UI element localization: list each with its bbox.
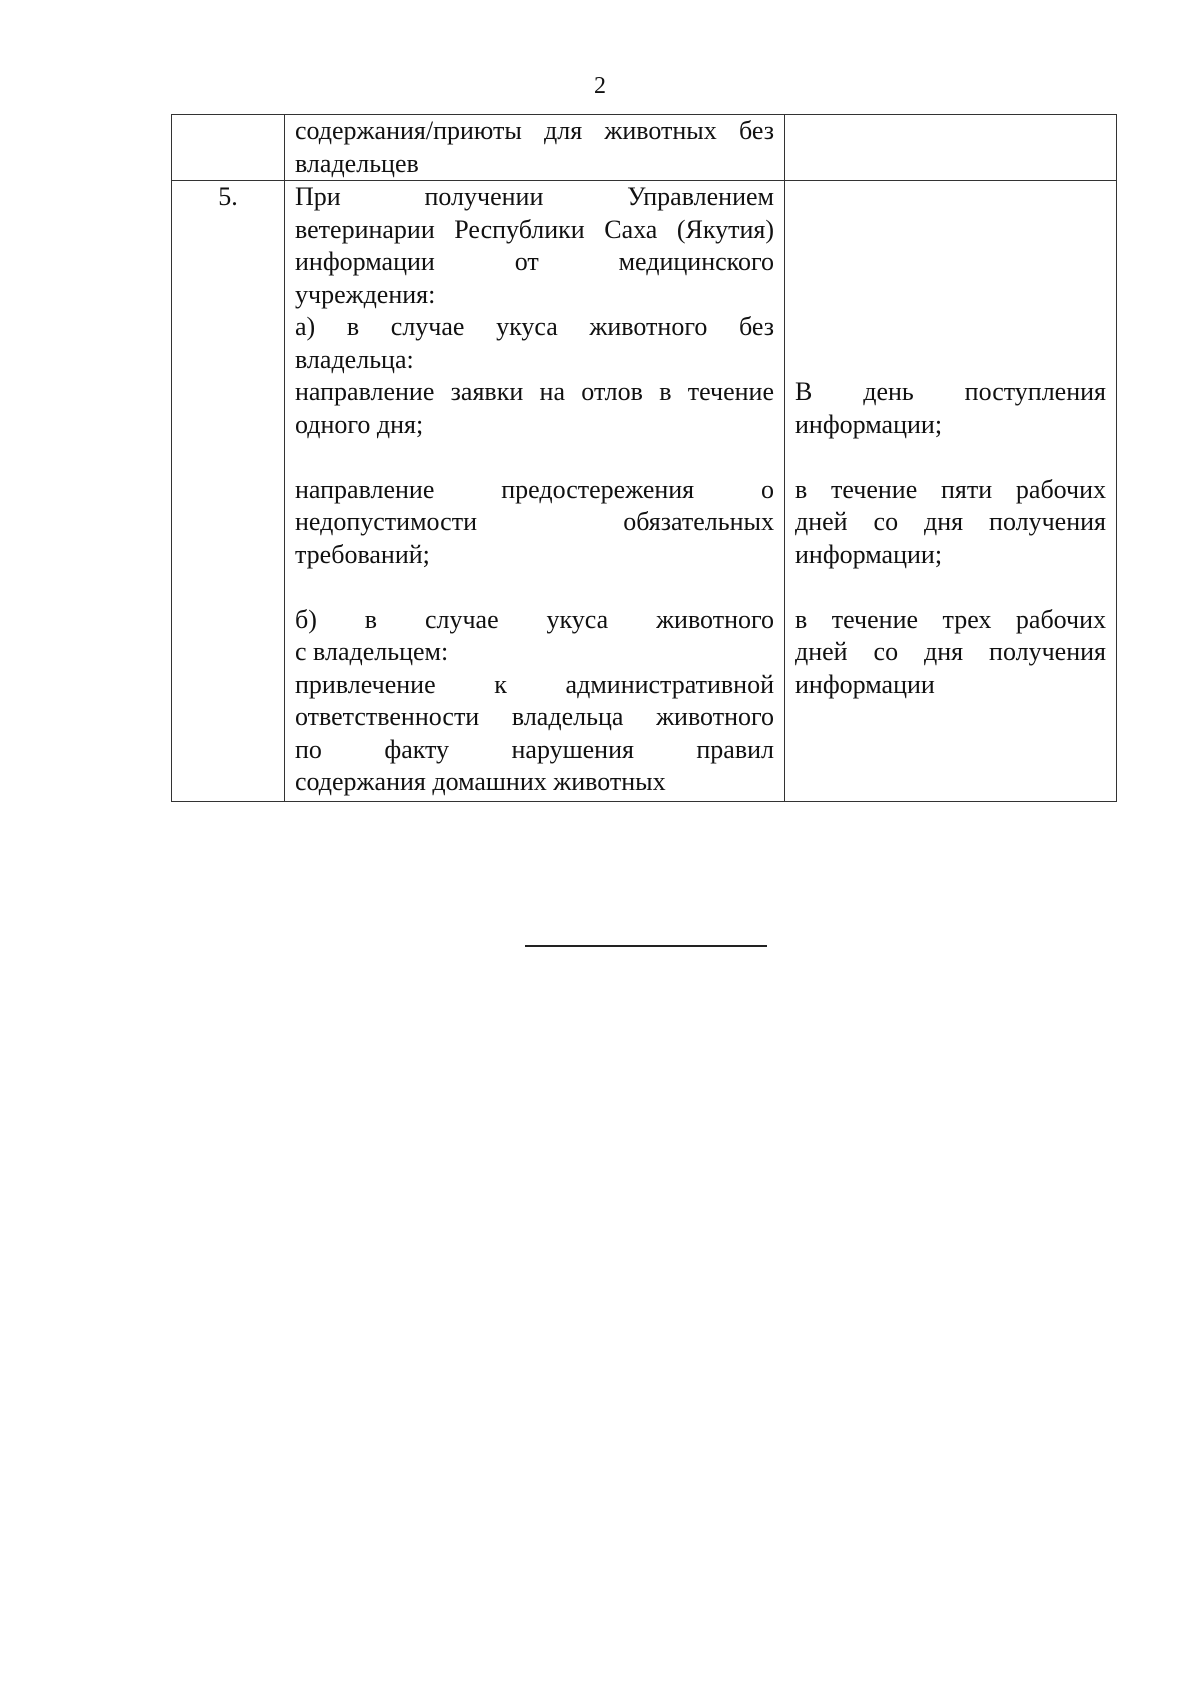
row-number-cell: 5. (172, 181, 285, 802)
case-b-line: б) в случае укуса животного (295, 604, 774, 634)
term-cell (785, 115, 1117, 181)
intro-line: учреждения: (295, 279, 436, 309)
term-line: дней со дня получения (795, 637, 1106, 666)
term-line: в течение трех рабочих (795, 604, 1106, 634)
term-line: в течение пяти рабочих (795, 474, 1106, 504)
text-line: владельцев (295, 148, 419, 178)
intro-line: информации от медицинского (295, 247, 774, 276)
action-line: недопустимости обязательных (295, 507, 774, 536)
intro-line: При получении Управлением (295, 182, 774, 211)
paragraph-gap (295, 441, 774, 474)
case-b-line: с владельцем: (295, 637, 449, 666)
term-line: информации; (795, 409, 943, 439)
action-line: ответственности владельца животного (295, 702, 774, 731)
action-line: требований; (295, 539, 430, 569)
case-a-line: а) в случае укуса животного без (295, 312, 774, 341)
row-number-cell (172, 115, 285, 181)
schedule-table (171, 114, 1117, 802)
action-line: направление предостережения о (295, 474, 774, 504)
action-line: по факту нарушения правил (295, 734, 774, 764)
term-spacer (795, 181, 1106, 376)
term-line: информации (795, 669, 935, 699)
text-line: содержания/приюты для животных без (295, 116, 774, 145)
term-line: дней со дня получения (795, 507, 1106, 536)
page-number: 2 (594, 73, 606, 99)
paragraph-gap (795, 571, 1106, 604)
action-line: привлечение к административной (295, 669, 774, 699)
intro-line: ветеринарии Республики Саха (Якутия) (295, 214, 774, 244)
action-line: одного дня; (295, 409, 424, 439)
term-cell (785, 181, 1117, 802)
paragraph-gap (295, 571, 774, 604)
paragraph-gap (795, 441, 1106, 474)
term-line: В день поступления (795, 377, 1106, 406)
action-line: содержания домашних животных (295, 767, 666, 796)
table-row-5 (172, 181, 1117, 802)
action-line: направление заявки на отлов в течение (295, 377, 774, 406)
case-a-line: владельца: (295, 344, 414, 374)
measure-text-cell (285, 115, 785, 181)
closing-divider-line (525, 945, 767, 947)
term-line: информации; (795, 539, 943, 569)
measure-text-cell (285, 181, 785, 802)
table-row-continued (172, 115, 1117, 181)
